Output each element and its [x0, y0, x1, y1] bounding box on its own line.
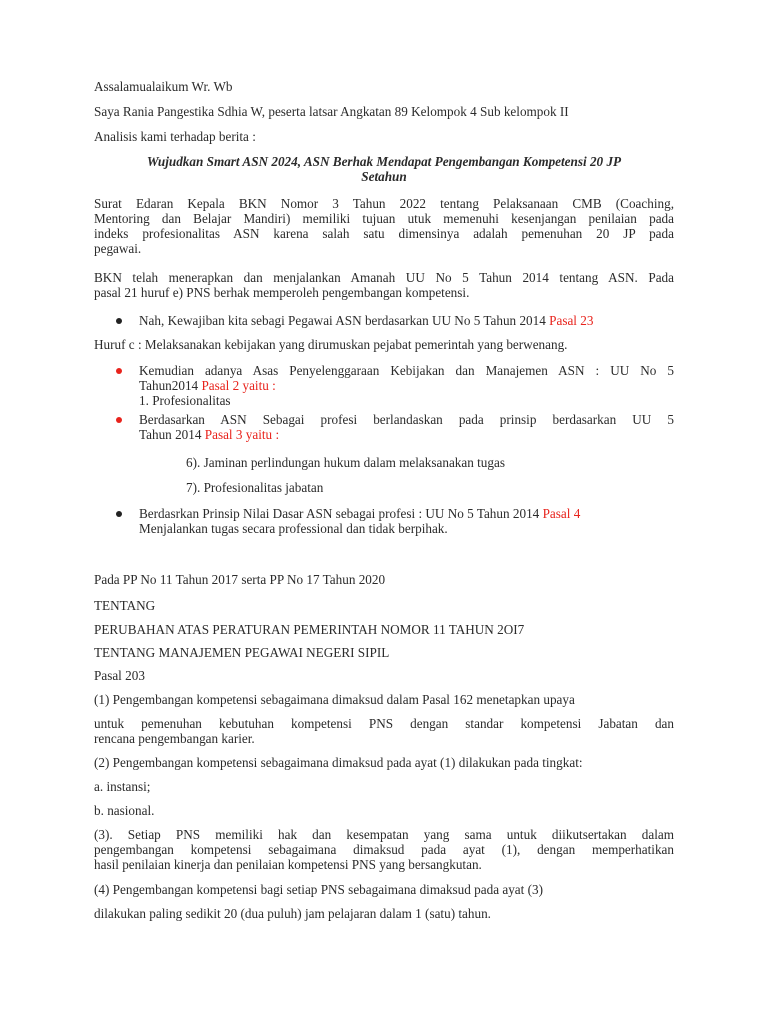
- paragraph-1-line: Mentoring dan Belajar Mandiri) memiliki tujuan utuk memenuhi kesenjangan penilaian pada: [94, 211, 674, 226]
- bullet-1: [139, 313, 674, 328]
- article-title-line-2: Setahun: [361, 169, 407, 184]
- bullet-icon: [116, 368, 122, 374]
- paragraph-2: [94, 270, 674, 300]
- tentang-manajemen: TENTANG MANAJEMEN PEGAWAI NEGERI SIPIL: [94, 645, 390, 660]
- ayat-3-line: hasil penilaian kinerja dan penilaian kompetensi PNS yang bersangkutan.: [94, 857, 482, 872]
- intro: Saya Rania Pangestika Sdhia W, peserta latsar Angkatan 89 Kelompok 4 Sub kelompok II: [94, 104, 569, 119]
- paragraph-1-line: Surat Edaran Kepala BKN Nomor 3 Tahun 2022 tentang Pelaksanaan CMB (Coaching,: [94, 196, 674, 211]
- bullet-icon: [116, 417, 122, 423]
- paragraph-2-line: pasal 21 huruf e) PNS berhak memperoleh pengembangan kompetensi.: [94, 285, 470, 300]
- bullet-4: [139, 506, 674, 536]
- item-6: 6). Jaminan perlindungan hukum dalam melaksanakan tugas: [186, 455, 505, 470]
- bullet-2: [139, 363, 674, 408]
- bullet-3-line-1: Berdasarkan ASN Sebagai profesi berlandaskan pada prinsip berdasarkan UU 5: [139, 412, 674, 427]
- bullet-icon: [116, 318, 122, 324]
- bullet-1-reference: Pasal 23: [549, 313, 594, 328]
- paragraph-1-line: pegawai.: [94, 241, 142, 256]
- article-title-line-1: Wujudkan Smart ASN 2024, ASN Berhak Mendapat Pengembangan Kompetensi 20 JP: [146, 154, 622, 169]
- ayat-2-b: b. nasional.: [94, 803, 155, 818]
- ayat-3: [94, 827, 674, 872]
- ayat-3-line: pengembangan kompetensi sebagaimana dimaksud pada ayat (1), dengan memperhatikan: [94, 842, 674, 857]
- item-7: 7). Profesionalitas jabatan: [186, 480, 324, 495]
- bullet-2-line-1: Kemudian adanya Asas Penyelenggaraan Kebijakan dan Manajemen ASN : UU No 5: [139, 363, 674, 378]
- huruf-c: Huruf c : Melaksanakan kebijakan yang dirumuskan pejabat pemerintah yang berwenang.: [94, 337, 568, 352]
- numbered-item-1: 1. Profesionalitas: [139, 393, 231, 408]
- greeting: Assalamualaikum Wr. Wb: [94, 79, 233, 94]
- ayat-3-line: (3). Setiap PNS memiliki hak dan kesempatan yang sama untuk diikutsertakan dalam: [94, 827, 674, 842]
- bullet-2-line-2: Tahun2014: [139, 378, 202, 393]
- tentang: TENTANG: [94, 598, 156, 613]
- bullet-4-line-2: Menjalankan tugas secara professional dan tidak berpihak.: [139, 521, 448, 536]
- bullet-4-reference: Pasal 4: [542, 506, 581, 521]
- analysis-label: Analisis kami terhadap berita :: [94, 129, 256, 144]
- ayat-2: (2) Pengembangan kompetensi sebagaimana dimaksud pada ayat (1) dilakukan pada tingkat:: [94, 755, 583, 770]
- bullet-1-text: Nah, Kewajiban kita sebagi Pegawai ASN berdasarkan UU No 5 Tahun 2014: [139, 313, 550, 328]
- ayat-1-b-line: rencana pengembangan karier.: [94, 731, 255, 746]
- bullet-3-reference: Pasal 3 yaitu :: [204, 427, 280, 442]
- ayat-1-b: [94, 716, 674, 746]
- pasal-203: Pasal 203: [94, 668, 145, 683]
- paragraph-2-line: BKN telah menerapkan dan menjalankan Amanah UU No 5 Tahun 2014 tentang ASN. Pada: [94, 270, 674, 285]
- ayat-4: (4) Pengembangan kompetensi bagi setiap PNS sebagaimana dimaksud pada ayat (3): [94, 882, 543, 897]
- bullet-3-line-2: Tahun 2014: [139, 427, 205, 442]
- paragraph-1-line: indeks profesionalitas ASN karena salah satu dimensinya adalah pemenuhan 20 JP pada: [94, 226, 674, 241]
- bullet-4-text: Berdasrkan Prinsip Nilai Dasar ASN sebagai profesi : UU No 5 Tahun 2014: [139, 506, 543, 521]
- ayat-4-b: dilakukan paling sedikit 20 (dua puluh) jam pelajaran dalam 1 (satu) tahun.: [94, 906, 491, 921]
- pp-line: Pada PP No 11 Tahun 2017 serta PP No 17 Tahun 2020: [94, 572, 386, 587]
- bullet-icon: [116, 511, 122, 517]
- paragraph-1: [94, 196, 674, 256]
- ayat-1-b-line: untuk pemenuhan kebutuhan kompetensi PNS dengan standar kompetensi Jabatan dan: [94, 716, 674, 731]
- perubahan: PERUBAHAN ATAS PERATURAN PEMERINTAH NOMOR 11 TAHUN 2OI7: [94, 622, 525, 637]
- ayat-1-a: (1) Pengembangan kompetensi sebagaimana dimaksud dalam Pasal 162 menetapkan upaya: [94, 692, 575, 707]
- ayat-2-a: a. instansi;: [94, 779, 151, 794]
- bullet-2-reference: Pasal 2 yaitu :: [201, 378, 276, 393]
- bullet-3: [139, 412, 674, 442]
